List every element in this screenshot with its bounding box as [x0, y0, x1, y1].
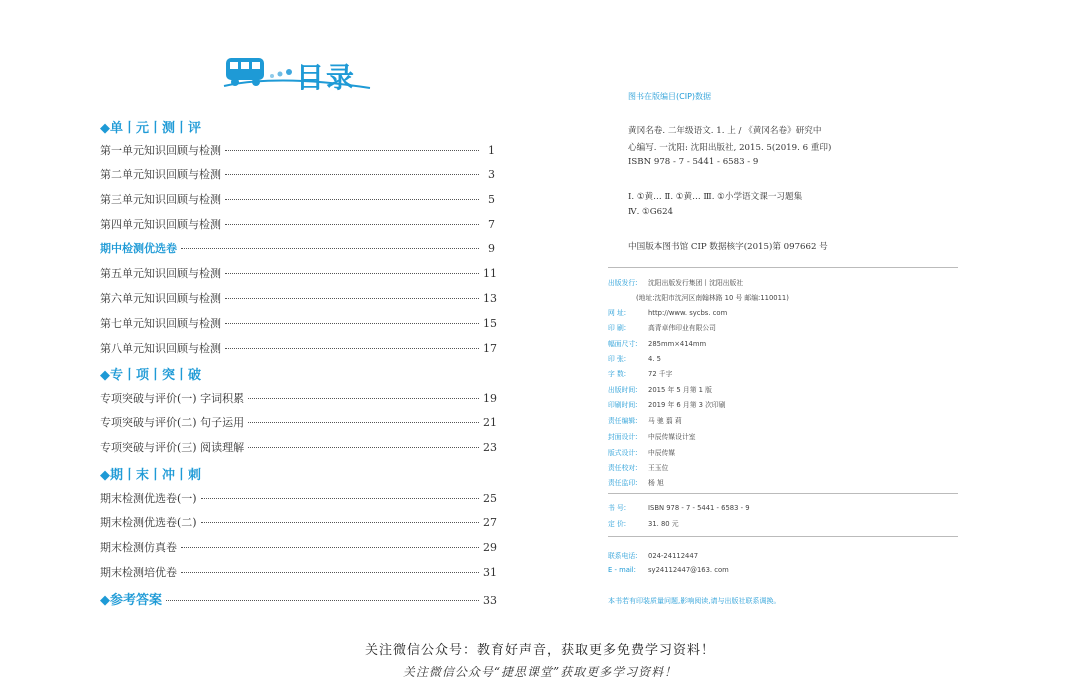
info-row: 出版时间: 2015 年 5 月第 1 版 [608, 386, 712, 394]
info-row: 责任编辑: 马 驰 翦 莉 [608, 417, 682, 425]
toc-entry: 专项突破与评价(一) 字词积累 19 [100, 392, 497, 405]
cip-line: Ⅳ. ①G624 [628, 207, 674, 217]
cip-line: Ⅰ. ①黄… Ⅱ. ①黄… Ⅲ. ①小学语文课一习题集 [628, 192, 803, 202]
toc-title-block [220, 52, 480, 96]
cip-line: 黄冈名卷. 二年级语文. 1. 上 / 《黄冈名卷》研究中 [628, 126, 822, 136]
info-row: 幅面尺寸: 285mm×414mm [608, 340, 707, 348]
info-row: (地址:沈阳市沈河区南翰林路 10 号 邮编:110011) [636, 294, 789, 302]
cip-line: 心编写. 一沈阳: 沈阳出版社, 2015. 5(2019. 6 重印) [628, 143, 832, 153]
page-title: 目录 [296, 61, 357, 94]
toc-entry: 第四单元知识回顾与检测 7 [100, 218, 495, 231]
quality-notice: 本书若有印装质量问题,影响阅读,请与出版社联系调换。 [608, 597, 781, 605]
toc-entry: 第五单元知识回顾与检测 11 [100, 267, 497, 280]
info-row: 印刷时间: 2019 年 6 月第 3 次印刷 [608, 401, 726, 409]
section-heading: ◆单丨元丨测丨评 [100, 121, 201, 136]
info-row: 字 数: 72 千字 [608, 370, 673, 378]
toc-entry: 期中检测优选卷 9 [100, 242, 495, 255]
footer-line-1: 关注微信公众号：教育好声音，获取更多免费学习资料！ [364, 643, 715, 658]
info-row: 定 价: 31. 80 元 [608, 520, 679, 528]
toc-page [100, 0, 495, 620]
section-heading: ◆期丨末丨冲丨刺 [100, 468, 201, 483]
toc-entry: 第三单元知识回顾与检测 5 [100, 193, 495, 206]
toc-entry: 第七单元知识回顾与检测 15 [100, 317, 497, 330]
info-row: E - mail: sy24112447@163. com [608, 566, 729, 574]
toc-entry: 期末检测优选卷(一) 25 [100, 492, 497, 505]
toc-entry: ◆参考答案 33 [100, 593, 497, 608]
info-row: 联系电话: 024-24112447 [608, 552, 699, 560]
toc-entry: 期末检测仿真卷 29 [100, 541, 497, 554]
divider [608, 536, 958, 537]
toc-entry: 第八单元知识回顾与检测 17 [100, 342, 497, 355]
cip-page [608, 0, 958, 620]
cip-line: 中国版本图书馆 CIP 数据核字(2015)第 097662 号 [628, 242, 828, 252]
info-row: 出版发行: 沈阳出版发行集团丨沈阳出版社 [608, 279, 744, 287]
info-row: 网 址: http://www. sycbs. com [608, 309, 728, 317]
toc-entry: 第二单元知识回顾与检测 3 [100, 168, 495, 181]
info-row: 书 号: ISBN 978 - 7 - 5441 - 6583 - 9 [608, 504, 750, 512]
info-row: 责任监印: 杨 旭 [608, 479, 664, 487]
footer-line-2: 关注微信公众号“捷思课堂”获取更多学习资料！ [402, 665, 678, 679]
info-row: 印 张: 4. 5 [608, 355, 661, 363]
toc-entry: 期末检测培优卷 31 [100, 566, 497, 579]
divider [608, 267, 958, 268]
cip-line: ISBN 978 - 7 - 5441 - 6583 - 9 [628, 157, 759, 167]
toc-entry: 期末检测优选卷(二) 27 [100, 516, 497, 529]
toc-entry: 第六单元知识回顾与检测 13 [100, 292, 497, 305]
divider [608, 493, 958, 494]
info-row: 印 刷: 高青卓伟印业有限公司 [608, 324, 716, 332]
cip-heading: 图书在版编目(CIP)数据 [628, 92, 712, 101]
info-row: 封面设计: 中辰传媒设计室 [608, 433, 696, 441]
info-row: 责任校对: 王玉位 [608, 464, 669, 472]
info-row: 版式设计: 中辰传媒 [608, 449, 676, 457]
toc-entry: 专项突破与评价(二) 句子运用 21 [100, 416, 497, 429]
section-heading: ◆专丨项丨突丨破 [100, 368, 201, 383]
toc-entry: 专项突破与评价(三) 阅读理解 23 [100, 441, 497, 454]
toc-entry: 第一单元知识回顾与检测 1 [100, 144, 495, 157]
